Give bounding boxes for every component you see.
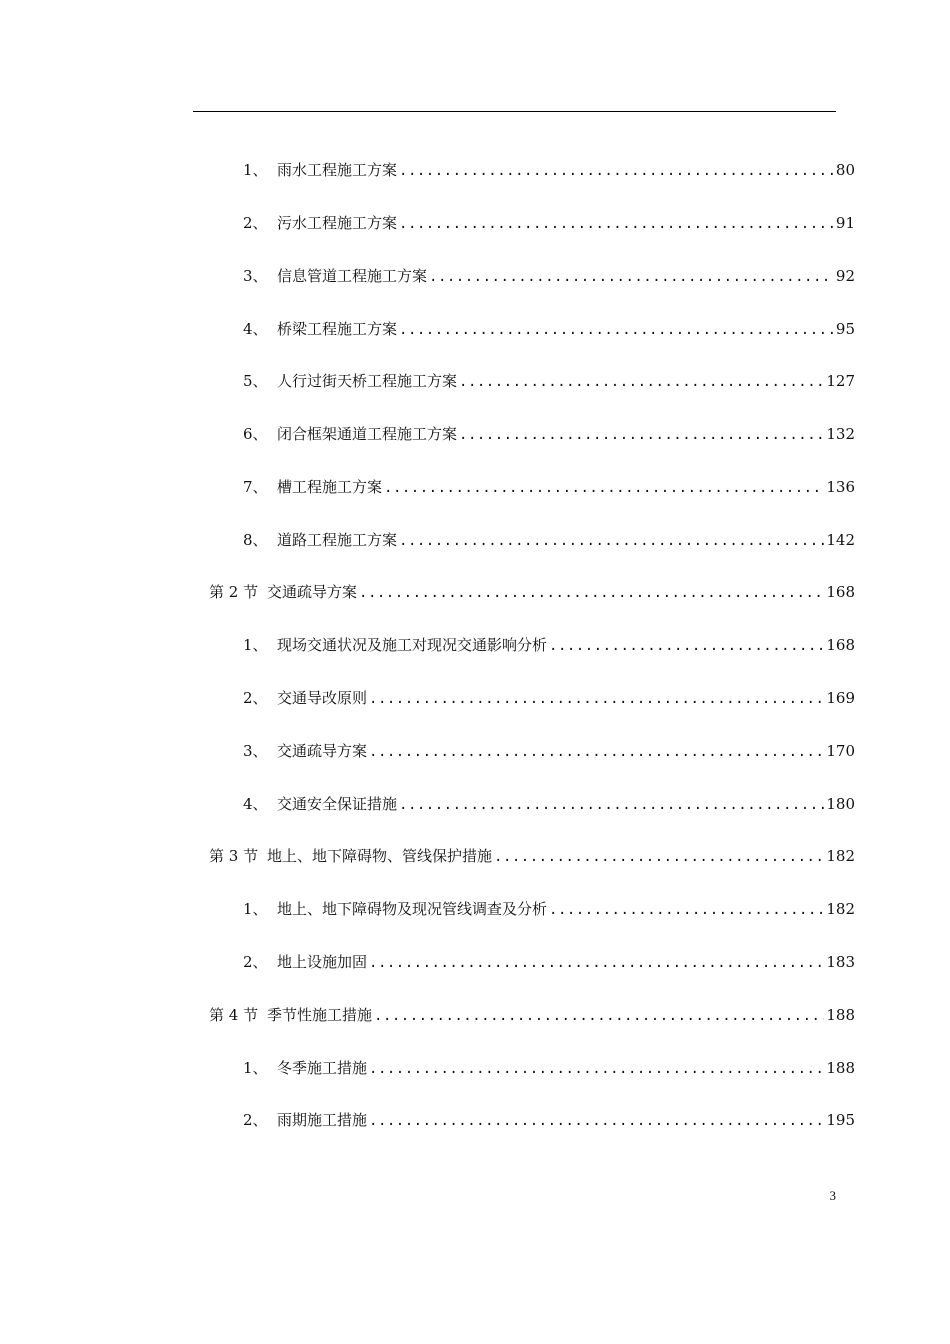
toc-entry-page: 180 (826, 795, 855, 813)
toc-section-entry[interactable] (209, 581, 855, 603)
toc-section-title: 交通疏导方案 (267, 583, 358, 601)
toc-entry-title: 交通导改原则 (277, 689, 368, 707)
toc-entry-number: 2、 (243, 689, 268, 707)
dot-leader (399, 319, 834, 340)
dot-leader (549, 899, 824, 920)
toc-entry[interactable] (243, 793, 855, 815)
toc-entry[interactable] (243, 634, 855, 656)
toc-entry-title: 道路工程施工方案 (277, 531, 398, 549)
toc-section-title: 地上、地下障碍物、管线保护措施 (267, 847, 493, 865)
toc-entry-page: 195 (826, 1111, 855, 1129)
toc-entry-number: 2、 (243, 1111, 268, 1129)
toc-entry[interactable] (243, 1057, 855, 1079)
toc-entry-page: 80 (835, 161, 855, 179)
dot-leader (549, 635, 824, 656)
toc-entry[interactable] (243, 529, 855, 551)
toc-entry-title: 桥梁工程施工方案 (277, 320, 398, 338)
dot-leader (399, 213, 834, 234)
toc-entry-number: 1、 (243, 900, 268, 918)
toc-entry-page: 136 (826, 478, 855, 496)
toc-entry[interactable] (243, 1109, 855, 1131)
toc-section-number: 第 4 节 (209, 1006, 259, 1024)
dot-leader (369, 741, 824, 762)
dot-leader (384, 477, 824, 498)
toc-entry-page: 92 (835, 267, 855, 285)
toc-entry-number: 1、 (243, 636, 268, 654)
toc-section-entry[interactable] (209, 845, 855, 867)
toc-entry-page: 91 (835, 214, 855, 232)
dot-leader (369, 1058, 824, 1079)
toc-entry-number: 5、 (243, 372, 268, 390)
dot-leader (369, 952, 824, 973)
toc-entry-number: 4、 (243, 320, 268, 338)
toc-entry-page: 182 (826, 900, 855, 918)
dot-leader (494, 846, 824, 867)
toc-entry-page: 188 (826, 1006, 855, 1024)
dot-leader (369, 688, 824, 709)
toc-entry-page: 127 (826, 372, 855, 390)
toc-entry-page: 168 (826, 636, 855, 654)
dot-leader (429, 266, 834, 287)
dot-leader (459, 424, 824, 445)
toc-entry-page: 95 (835, 320, 855, 338)
toc-entry-page: 169 (826, 689, 855, 707)
toc-entry-page: 183 (826, 953, 855, 971)
toc-entry[interactable] (243, 370, 855, 392)
toc-entry-number: 4、 (243, 795, 268, 813)
toc-entry-page: 132 (826, 425, 855, 443)
toc-entry-page: 168 (826, 583, 855, 601)
dot-leader (374, 1005, 824, 1026)
toc-entry-number: 7、 (243, 478, 268, 496)
toc-entry-title: 交通疏导方案 (277, 742, 368, 760)
toc-entry-title: 地上设施加固 (277, 953, 368, 971)
toc-entry[interactable] (243, 318, 855, 340)
toc-entry-number: 2、 (243, 214, 268, 232)
toc-entry-page: 188 (826, 1059, 855, 1077)
toc-entry-page: 182 (826, 847, 855, 865)
toc-entry-title: 闭合框架通道工程施工方案 (277, 425, 458, 443)
dot-leader (399, 530, 824, 551)
toc-entry[interactable] (243, 265, 855, 287)
toc-entry-number: 3、 (243, 742, 268, 760)
dot-leader (369, 1110, 824, 1131)
toc-entry[interactable] (243, 212, 855, 234)
toc-entry[interactable] (243, 159, 855, 181)
toc-entry-number: 2、 (243, 953, 268, 971)
dot-leader (399, 160, 834, 181)
toc-entry-number: 8、 (243, 531, 268, 549)
toc-entry-title: 雨水工程施工方案 (277, 161, 398, 179)
toc-entry-page: 170 (826, 742, 855, 760)
toc-entry-title: 信息管道工程施工方案 (277, 267, 428, 285)
toc-entry-title: 污水工程施工方案 (277, 214, 398, 232)
toc-entry[interactable] (243, 476, 855, 498)
toc-entry-title: 交通安全保证措施 (277, 795, 398, 813)
toc-entry[interactable] (243, 951, 855, 973)
toc-entry[interactable] (243, 898, 855, 920)
toc-entry-number: 6、 (243, 425, 268, 443)
toc-section-title: 季节性施工措施 (267, 1006, 373, 1024)
toc-entry-title: 雨期施工措施 (277, 1111, 368, 1129)
toc-entry[interactable] (243, 687, 855, 709)
toc-entry-page: 142 (826, 531, 855, 549)
toc-entry-title: 冬季施工措施 (277, 1059, 368, 1077)
toc-entry[interactable] (243, 740, 855, 762)
toc-section-number: 第 2 节 (209, 583, 259, 601)
toc-entry[interactable] (243, 423, 855, 445)
dot-leader (459, 371, 824, 392)
toc-entry-title: 现场交通状况及施工对现况交通影响分析 (277, 636, 548, 654)
dot-leader (359, 582, 824, 603)
toc-section-number: 第 3 节 (209, 847, 259, 865)
toc-section-entry[interactable] (209, 1004, 855, 1026)
toc-entry-title: 人行过街天桥工程施工方案 (277, 372, 458, 390)
toc-entry-number: 3、 (243, 267, 268, 285)
toc-entry-number: 1、 (243, 1059, 268, 1077)
dot-leader (399, 794, 824, 815)
page-number: 3 (829, 1188, 836, 1203)
toc-entry-title: 槽工程施工方案 (277, 478, 383, 496)
toc-entry-title: 地上、地下障碍物及现况管线调查及分析 (277, 900, 548, 918)
toc-entry-number: 1、 (243, 161, 268, 179)
